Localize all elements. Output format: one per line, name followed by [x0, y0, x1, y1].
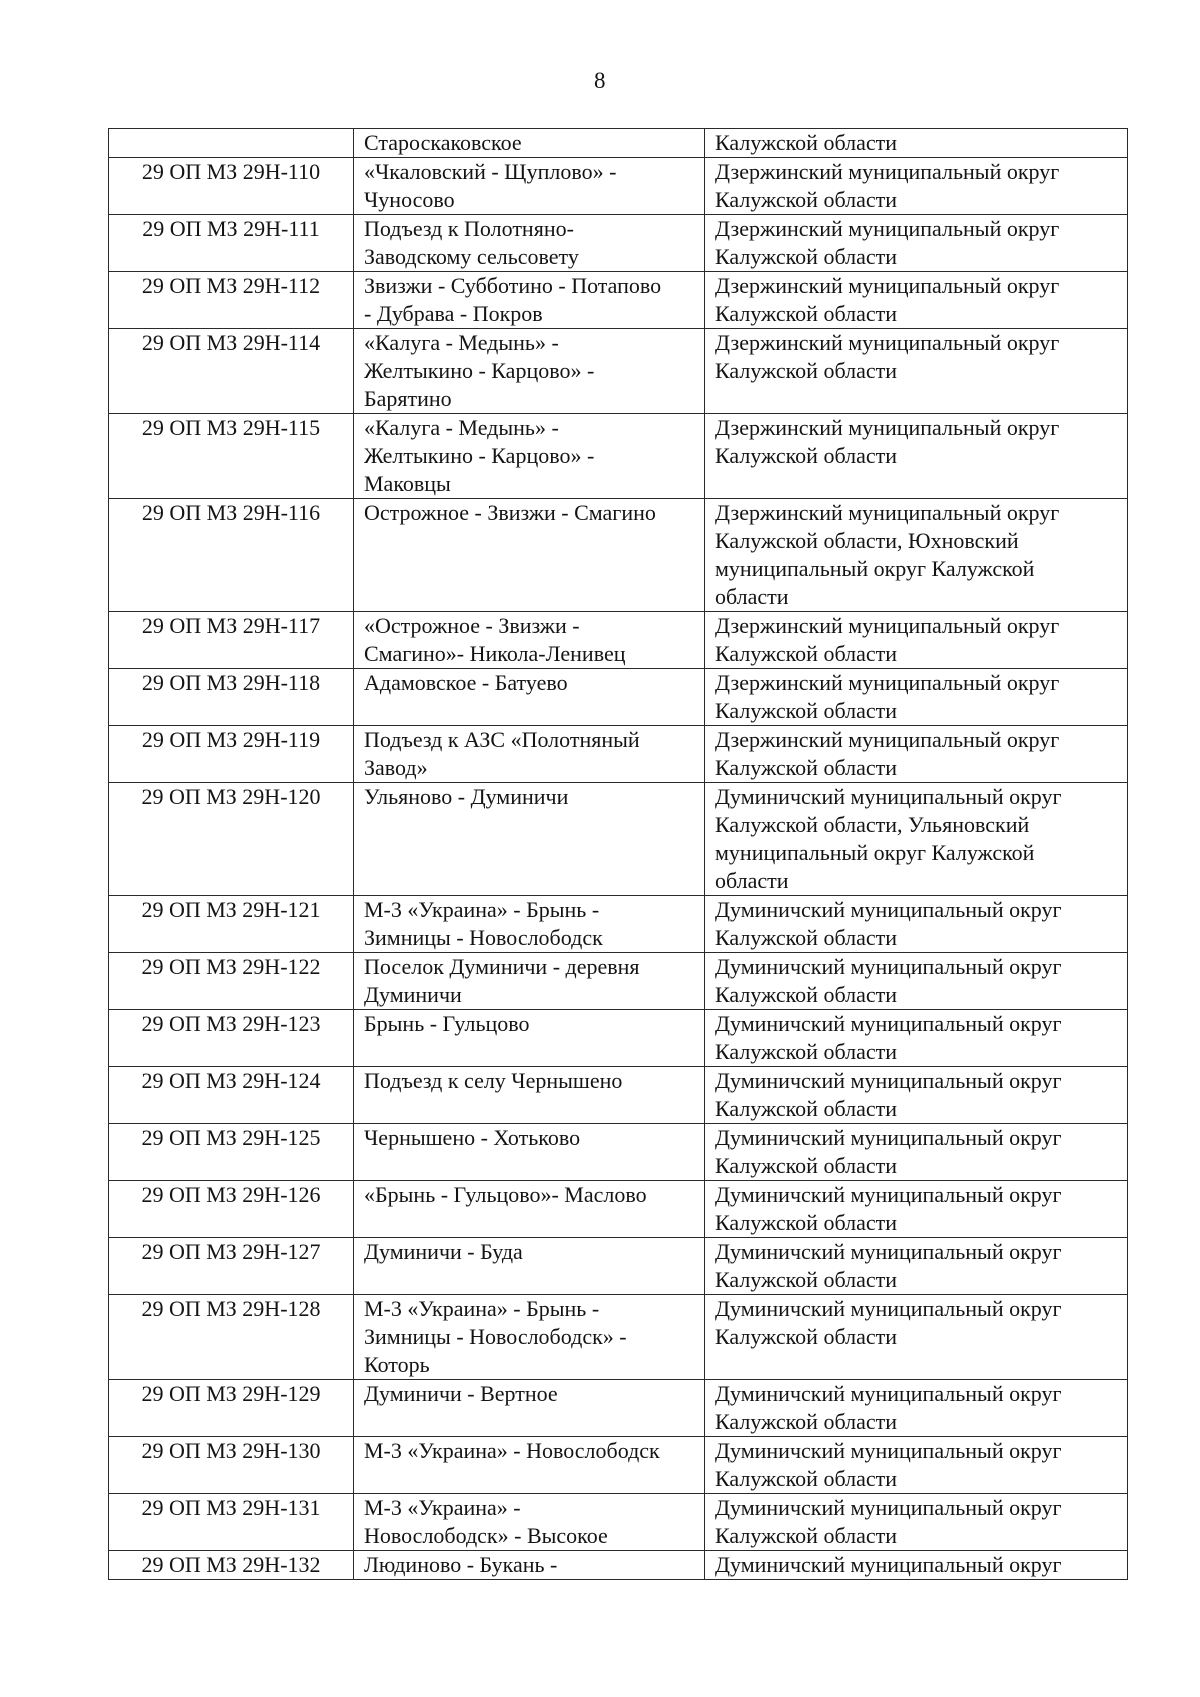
municipal-area-line: Калужской области [715, 1039, 897, 1064]
municipal-area-line: Дзержинский муниципальный округ [715, 330, 1060, 355]
municipal-area-cell [705, 1181, 1128, 1238]
table-row [109, 1181, 1128, 1238]
municipal-area-line: Калужской области [715, 358, 897, 383]
road-code-cell: 29 ОП МЗ 29Н-124 [109, 1067, 354, 1124]
municipal-area-line: Дзержинский муниципальный округ [715, 216, 1060, 241]
table-row [109, 612, 1128, 669]
road-name-line: Зимницы - Новослободск» - [364, 1324, 627, 1349]
table-row [109, 329, 1128, 414]
municipal-area-line: Калужской области [715, 1210, 897, 1235]
municipal-area-line: Калужской области [715, 925, 897, 950]
municipal-area-cell [705, 1010, 1128, 1067]
road-code-cell: 29 ОП МЗ 29Н-120 [109, 783, 354, 896]
road-code-cell: 29 ОП МЗ 29Н-125 [109, 1124, 354, 1181]
municipal-area-line: Думиничский муниципальный округ [715, 1381, 1062, 1406]
road-name-cell [354, 1494, 705, 1551]
road-code-cell: 29 ОП МЗ 29Н-121 [109, 896, 354, 953]
road-name-cell [354, 499, 705, 612]
municipal-area-line: Калужской области, Ульяновский [715, 812, 1030, 837]
road-code-cell: 29 ОП МЗ 29Н-123 [109, 1010, 354, 1067]
road-code-cell: 29 ОП МЗ 29Н-122 [109, 953, 354, 1010]
road-code-cell: 29 ОП МЗ 29Н-111 [109, 215, 354, 272]
road-name-line: Острожное - Звизжи - Смагино [364, 500, 656, 525]
municipal-area-line: Думиничский муниципальный округ [715, 1011, 1062, 1036]
table-row [109, 414, 1128, 499]
municipal-area-cell [705, 329, 1128, 414]
municipal-area-cell [705, 158, 1128, 215]
road-name-cell [354, 1238, 705, 1295]
table-row [109, 158, 1128, 215]
table-row [109, 783, 1128, 896]
municipal-area-line: Калужской области [715, 982, 897, 1007]
municipal-area-line: Калужской области [715, 1466, 897, 1491]
road-name-line: Заводскому сельсовету [364, 244, 579, 269]
municipal-area-line: Калужской области [715, 1267, 897, 1292]
road-code-cell: 29 ОП МЗ 29Н-116 [109, 499, 354, 612]
municipal-area-line: Калужской области [715, 187, 897, 212]
road-name-line: «Калуга - Медынь» - [364, 415, 559, 440]
municipal-area-line: Калужской области [715, 1153, 897, 1178]
road-name-line: Желтыкино - Карцово» - [364, 443, 595, 468]
municipal-area-cell [705, 783, 1128, 896]
road-name-line: М-3 «Украина» - Брынь - [364, 897, 600, 922]
municipal-area-cell [705, 612, 1128, 669]
municipal-area-line: Калужской области, Юхновский [715, 528, 1019, 553]
road-name-cell [354, 1295, 705, 1380]
road-name-line: Думиничи - Вертное [364, 1381, 558, 1406]
road-name-cell [354, 215, 705, 272]
road-name-cell [354, 1067, 705, 1124]
road-code-cell: 29 ОП МЗ 29Н-130 [109, 1437, 354, 1494]
road-name-line: Подъезд к Полотняно- [364, 216, 574, 241]
road-name-line: «Чкаловский - Щуплово» - [364, 159, 617, 184]
municipal-area-line: области [715, 584, 789, 609]
municipal-area-line: Думиничский муниципальный округ [715, 1296, 1062, 1321]
table-row [109, 1295, 1128, 1380]
municipal-area-line: Думиничский муниципальный округ [715, 1068, 1062, 1093]
table-row [109, 1124, 1128, 1181]
road-code-cell: 29 ОП МЗ 29Н-115 [109, 414, 354, 499]
road-name-line: Адамовское - Батуево [364, 670, 568, 695]
road-name-line: Думиничи - Буда [364, 1239, 523, 1264]
road-name-line: Звизжи - Субботино - Потапово [364, 273, 662, 298]
municipal-area-cell [705, 669, 1128, 726]
road-name-line: Подъезд к АЗС «Полотняный [364, 727, 640, 752]
road-name-cell [354, 896, 705, 953]
road-code-cell: 29 ОП МЗ 29Н-128 [109, 1295, 354, 1380]
municipal-area-cell [705, 129, 1128, 158]
road-name-line: Ульяново - Думиничи [364, 784, 569, 809]
road-code-cell: 29 ОП МЗ 29Н-110 [109, 158, 354, 215]
road-name-line: Брынь - Гульцово [364, 1011, 530, 1036]
municipal-area-line: Дзержинский муниципальный округ [715, 727, 1060, 752]
table-row [109, 129, 1128, 158]
table-row [109, 215, 1128, 272]
municipal-area-cell [705, 1067, 1128, 1124]
municipal-area-cell [705, 272, 1128, 329]
municipal-area-line: Калужской области [715, 1409, 897, 1434]
road-name-line: Новослободск» - Высокое [364, 1523, 608, 1548]
road-name-line: М-3 «Украина» - Новослободск [364, 1438, 660, 1463]
road-name-line: Маковцы [364, 471, 451, 496]
municipal-area-line: Думиничский муниципальный округ [715, 1495, 1062, 1520]
municipal-area-line: Калужской области [715, 755, 897, 780]
municipal-area-line: Калужской области [715, 1523, 897, 1548]
road-name-line: Подъезд к селу Чернышено [364, 1068, 623, 1093]
table-row [109, 499, 1128, 612]
municipal-area-line: Калужской области [715, 1324, 897, 1349]
road-name-line: Чуносово [364, 187, 455, 212]
municipal-area-cell [705, 499, 1128, 612]
road-code-cell: 29 ОП МЗ 29Н-114 [109, 329, 354, 414]
road-name-cell [354, 953, 705, 1010]
municipal-area-line: Дзержинский муниципальный округ [715, 159, 1060, 184]
road-name-line: Желтыкино - Карцово» - [364, 358, 595, 383]
municipal-area-line: Думиничский муниципальный округ [715, 897, 1062, 922]
road-name-cell [354, 272, 705, 329]
municipal-area-cell [705, 1380, 1128, 1437]
road-name-cell [354, 669, 705, 726]
road-name-line: Поселок Думиничи - деревня [364, 954, 640, 979]
municipal-area-line: Думиничский муниципальный округ [715, 954, 1062, 979]
table-row [109, 1010, 1128, 1067]
page-number: 8 [594, 68, 606, 93]
road-code-cell: 29 ОП МЗ 29Н-131 [109, 1494, 354, 1551]
municipal-area-line: Думиничский муниципальный округ [715, 1125, 1062, 1150]
table-row [109, 669, 1128, 726]
table-row [109, 1067, 1128, 1124]
table-row [109, 896, 1128, 953]
road-name-cell [354, 783, 705, 896]
road-code-cell: 29 ОП МЗ 29Н-112 [109, 272, 354, 329]
roads-table [108, 128, 1128, 1580]
road-code-cell: 29 ОП МЗ 29Н-132 [109, 1551, 354, 1580]
road-name-cell [354, 612, 705, 669]
table-row [109, 726, 1128, 783]
road-name-line: Староскаковское [364, 130, 522, 155]
municipal-area-line: Думиничский муниципальный округ [715, 1182, 1062, 1207]
road-name-cell [354, 1380, 705, 1437]
road-code-cell: 29 ОП МЗ 29Н-119 [109, 726, 354, 783]
road-name-line: М-3 «Украина» - Брынь - [364, 1296, 600, 1321]
municipal-area-line: Калужской области [715, 244, 897, 269]
road-name-line: М-3 «Украина» - [364, 1495, 521, 1520]
municipal-area-line: Калужской области [715, 301, 897, 326]
road-name-line: Чернышено - Хотьково [364, 1125, 581, 1150]
road-name-cell [354, 329, 705, 414]
table-row [109, 272, 1128, 329]
municipal-area-line: Дзержинский муниципальный округ [715, 415, 1060, 440]
road-code-cell: 29 ОП МЗ 29Н-118 [109, 669, 354, 726]
municipal-area-line: муниципальный округ Калужской [715, 556, 1035, 581]
road-code-cell: 29 ОП МЗ 29Н-117 [109, 612, 354, 669]
table-row [109, 1437, 1128, 1494]
municipal-area-line: муниципальный округ Калужской [715, 840, 1035, 865]
table-row [109, 953, 1128, 1010]
road-name-line: Людиново - Букань - [364, 1552, 558, 1577]
municipal-area-cell [705, 726, 1128, 783]
table-row [109, 1494, 1128, 1551]
road-name-cell [354, 158, 705, 215]
roads-table-body [109, 129, 1128, 1580]
road-name-line: «Калуга - Медынь» - [364, 330, 559, 355]
road-name-line: Завод» [364, 755, 428, 780]
road-code-cell [109, 129, 354, 158]
road-name-cell [354, 1551, 705, 1580]
municipal-area-line: Калужской области [715, 1096, 897, 1121]
road-name-line: «Брынь - Гульцово»- Маслово [364, 1182, 647, 1207]
municipal-area-line: Думиничский муниципальный округ [715, 784, 1062, 809]
municipal-area-line: Думиничский муниципальный округ [715, 1438, 1062, 1463]
road-name-cell [354, 1124, 705, 1181]
road-name-line: Зимницы - Новослободск [364, 925, 603, 950]
road-name-cell [354, 129, 705, 158]
municipal-area-line: Дзержинский муниципальный округ [715, 273, 1060, 298]
municipal-area-cell [705, 1238, 1128, 1295]
road-code-cell: 29 ОП МЗ 29Н-127 [109, 1238, 354, 1295]
municipal-area-line: Дзержинский муниципальный округ [715, 500, 1060, 525]
road-name-line: Которь [364, 1352, 430, 1377]
road-name-line: - Дубрава - Покров [364, 301, 543, 326]
road-name-cell [354, 1181, 705, 1238]
municipal-area-cell [705, 1551, 1128, 1580]
municipal-area-line: Дзержинский муниципальный округ [715, 613, 1060, 638]
municipal-area-cell [705, 1124, 1128, 1181]
road-name-line: Думиничи [364, 982, 462, 1007]
municipal-area-line: Калужской области [715, 698, 897, 723]
municipal-area-cell [705, 215, 1128, 272]
table-row [109, 1238, 1128, 1295]
road-code-cell: 29 ОП МЗ 29Н-129 [109, 1380, 354, 1437]
road-name-cell [354, 1437, 705, 1494]
municipal-area-cell [705, 414, 1128, 499]
municipal-area-line: Думиничский муниципальный округ [715, 1552, 1062, 1577]
road-name-cell [354, 726, 705, 783]
road-code-cell: 29 ОП МЗ 29Н-126 [109, 1181, 354, 1238]
road-name-cell [354, 414, 705, 499]
municipal-area-cell [705, 1295, 1128, 1380]
road-name-line: Барятино [364, 386, 452, 411]
municipal-area-line: Дзержинский муниципальный округ [715, 670, 1060, 695]
municipal-area-cell [705, 1494, 1128, 1551]
table-row [109, 1380, 1128, 1437]
municipal-area-cell [705, 896, 1128, 953]
municipal-area-line: Калужской области [715, 130, 897, 155]
road-name-line: Смагино»- Никола-Ленивец [364, 641, 626, 666]
road-name-line: «Острожное - Звизжи - [364, 613, 580, 638]
municipal-area-line: Калужской области [715, 443, 897, 468]
municipal-area-line: Калужской области [715, 641, 897, 666]
municipal-area-cell [705, 1437, 1128, 1494]
municipal-area-line: Думиничский муниципальный округ [715, 1239, 1062, 1264]
road-name-cell [354, 1010, 705, 1067]
municipal-area-line: области [715, 868, 789, 893]
table-row [109, 1551, 1128, 1580]
municipal-area-cell [705, 953, 1128, 1010]
